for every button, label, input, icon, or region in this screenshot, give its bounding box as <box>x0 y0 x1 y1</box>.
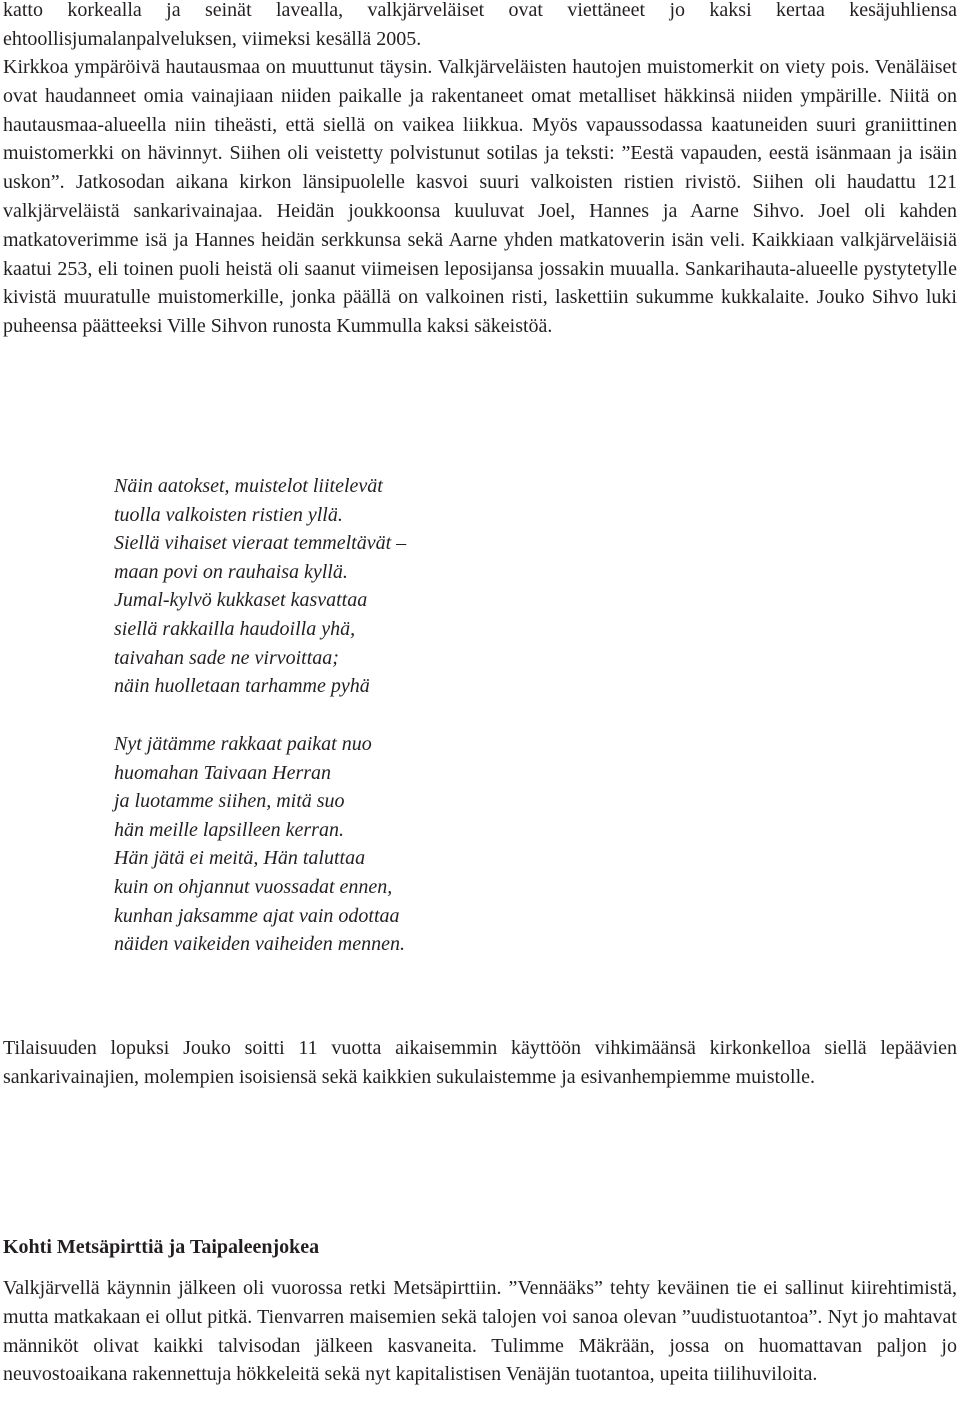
poem-line: Siellä vihaiset vieraat temmeltävät – <box>114 532 407 555</box>
poem-stanza-1 <box>114 472 574 701</box>
poem-line: näin huolletaan tarhamme pyhä <box>114 675 370 698</box>
paragraph-church-bell: Tilaisuuden lopuksi Jouko soitti 11 vuotta aikaisemmin käyttöön vihkimäänsä kirkonkelloa siellä lepäävien sankarivainajien, molempien isoisiensä sekä kaikkien sukulaistemme ja esivanhempiemme muistolle. <box>3 1037 957 1088</box>
poem-line: siellä rakkailla haudoilla yhä, <box>114 617 356 640</box>
paragraph-trip-metsapirtti: Valkjärvellä käynnin jälkeen oli vuorossa retki Metsäpirttiin. ”Vennääks” tehty keväinen tie ei sallinut kiirehtimistä, mutta matkakaan ei ollut pitkä. Tienvarren maisemien sekä talojen voi sanoa olevan ”uudistuotantoa”. Nyt jo mahtavat männiköt olivat kaikki talvisodan jälkeen kasvaneita. Tulimme Mäkrään, jossa on huomattavan paljon jo neuvostoaikana rakennettuja hökkeleitä sekä nyt kapitalistisen Venäjän tuotantoa, upeita tiilihuviloita. <box>3 1277 957 1386</box>
poem-line: hän meille lapsilleen kerran. <box>114 818 344 841</box>
paragraph-cemetery: Kirkkoa ympäröivä hautausmaa on muuttunut täysin. Valkjärveläisten hautojen muistomerkit on viety pois. Venäläiset ovat haudanneet omia vainajiaan niiden paikalle ja rakentaneet omat metalliset häkkinsä niiden ympärille. Niitä on hautausmaa-alueella niin tiheästi, että siellä on vaikea liikkua. Myös vapaussodassa kaatuneiden suuri graniittinen muistomerkki on hävinnyt. Siihen oli veistetty polvistunut sotilas ja teksti: ”Eestä vapauden, eestä isänmaan ja isäin uskon”. Jatkosodan aikana kirkon länsipuolelle kasvoi suuri valkoisten ristien rivistö. Siihen oli haudattu 121 valkjärveläistä sankarivainajaa. Heidän joukkoonsa kuuluvat Joel, Hannes ja Aarne Sihvo. Joel oli kahden matkatoverimme isä ja Hannes heidän serkkunsa sekä Aarne yhden matkatoverin isän veli. Kaikkiaan valkjärveläisiä kaatui 253, eli toinen puoli heistä oli saanut viimeisen leposijansa jossakin muualla. Sankarihauta-alueelle pystytetylle kivistä muuratulle muistomerkille, jonka päällä on valkoinen risti, laskettiin sukumme kukkalaite. Jouko Sihvo luki puheensa päätteeksi Ville Sihvon runosta Kummulla kaksi säkeistöä. <box>3 56 957 338</box>
section-heading: Kohti Metsäpirttiä ja Taipaleenjokea <box>3 1236 320 1258</box>
paragraph-church-celebration: katto korkealla ja seinät lavealla, valkjärveläiset ovat viettäneet jo kaksi kertaa kesäjuhliensa ehtoollisjumalanpalveluksen, viimeksi kesällä 2005. <box>3 0 957 50</box>
poem-line: kuin on ohjannut vuossadat ennen, <box>114 875 393 898</box>
poem-line: Nyt jätämme rakkaat paikat nuo <box>114 733 372 755</box>
poem-line: ja luotamme siihen, mitä suo <box>114 790 345 813</box>
poem-line: näiden vaikeiden vaiheiden mennen. <box>114 933 405 956</box>
poem-line: maan povi on rauhaisa kyllä. <box>114 560 348 583</box>
poem-line: huomahan Taivaan Herran <box>114 761 332 784</box>
poem-line: Jumal-kylvö kukkaset kasvattaa <box>114 589 368 612</box>
poem-line: kunhan jaksamme ajat vain odottaa <box>114 904 400 927</box>
poem-line: Näin aatokset, muistelot liitelevät <box>114 475 383 497</box>
poem-stanza-2 <box>114 730 574 959</box>
poem-line: tuolla valkoisten ristien yllä. <box>114 503 343 526</box>
poem-line: taivahan sade ne virvoittaa; <box>114 646 339 669</box>
poem-line: Hän jätä ei meitä, Hän taluttaa <box>114 847 366 870</box>
